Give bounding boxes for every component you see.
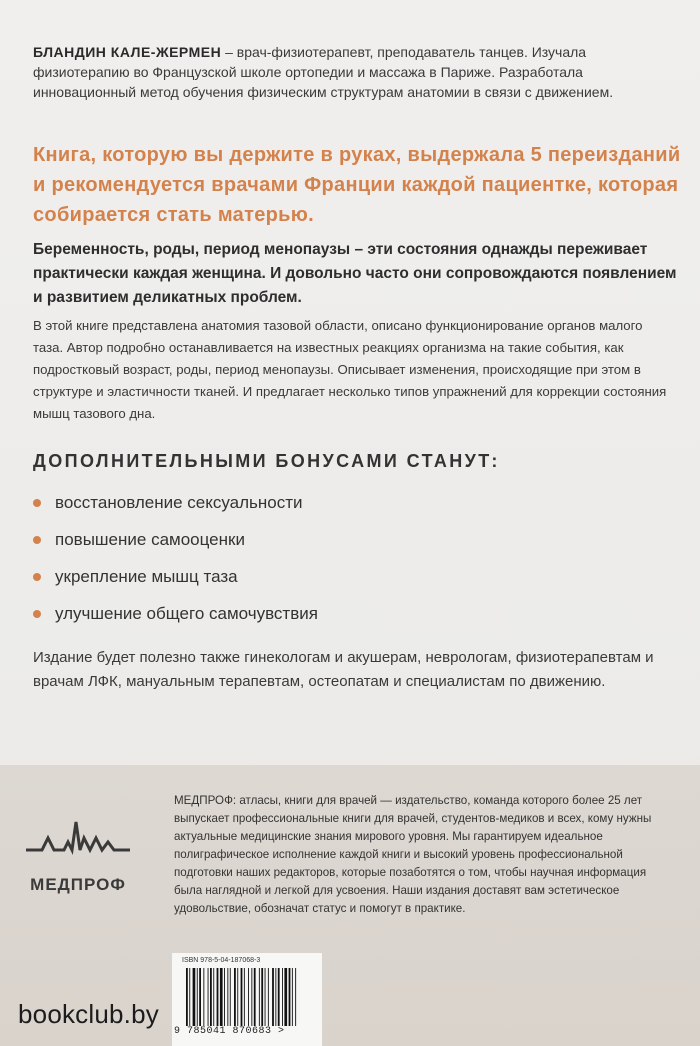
bonus-item-label: восстановление сексуальности xyxy=(55,492,303,512)
bonus-item xyxy=(33,521,673,558)
audience-paragraph: Издание будет полезно также гинекологам и акушерам, неврологам, физиотерапевтам и врачам ЛФК, мануальным терапевтам, остеопатам и специалистам по движению. xyxy=(33,649,654,690)
lead-paragraph: Беременность, роды, период менопаузы – эти состояния однажды переживает практически каждая женщина. И довольно часто они сопровождаются появлением и развитием деликатных проблем. xyxy=(33,241,677,306)
barcode-digits: 9 785041 870683 > xyxy=(174,1026,285,1037)
bonus-title: ДОПОЛНИТЕЛЬНЫМИ БОНУСАМИ СТАНУТ: xyxy=(33,451,500,471)
bonus-item xyxy=(33,558,673,595)
author-bio xyxy=(33,42,673,102)
author-bio-text: – врач-физиотерапевт, преподаватель танцев. Изучала физиотерапию во Французской школе ортопедии и массажа в Париже. Разработала инновационный метод обучения физическим структурам анатомии в связи с движением. xyxy=(33,44,614,100)
author-name: БЛАНДИН КАЛЕ-ЖЕРМЕН xyxy=(33,44,222,60)
bullet-dot-icon xyxy=(33,573,41,581)
bonus-item-label: повышение самооценки xyxy=(55,529,245,549)
barcode-icon xyxy=(184,968,310,1026)
bonus-list xyxy=(33,484,673,632)
bonus-item-label: улучшение общего самочувствия xyxy=(55,603,318,623)
bullet-dot-icon xyxy=(33,499,41,507)
barcode-panel xyxy=(172,953,322,1046)
isbn-label: ISBN 978-5-04-187068-3 xyxy=(182,957,261,964)
bonus-item xyxy=(33,595,673,632)
publisher-logo-text: МЕДПРОФ xyxy=(30,875,126,894)
publisher-description: МЕДПРОФ: атласы, книги для врачей — издательство, команда которого более 25 лет выпускает профессиональные книги для врачей, студентов-медиков и всех, кому нужны актуальные медицинские знания мирового уровня. Мы гарантируем идеальное полиграфическое исполнение каждой книги и высокий уровень профессиональной подготовки наших редакторов, которые позаботятся о том, чтобы научная информация была наглядной и легкой для усвоения. Наши издания доставят вам эстетическое удовольствие, обозначат статус и помогут в практике. xyxy=(174,794,652,915)
bullet-dot-icon xyxy=(33,610,41,618)
bullet-dot-icon xyxy=(33,536,41,544)
headline: Книга, которую вы держите в руках, выдержала 5 переизданий и рекомендуется врачами Франции каждой пациентке, которая собирается стать матерью. xyxy=(33,144,681,226)
description-paragraph: В этой книге представлена анатомия тазовой области, описано функционирование органов малого таза. Автор подробно останавливается на известных реакциях организма на такие события, как подростковый возраст, роды, период менопаузы. Описывает изменения, происходящие при этом в структуре и эластичности тканей. И предлагает несколько типов упражнений для коррекции состояния мышц тазового дна. xyxy=(33,318,667,421)
bonus-item-label: укрепление мышц таза xyxy=(55,566,238,586)
bonus-item xyxy=(33,484,673,521)
site-watermark: bookclub.by xyxy=(18,999,159,1029)
